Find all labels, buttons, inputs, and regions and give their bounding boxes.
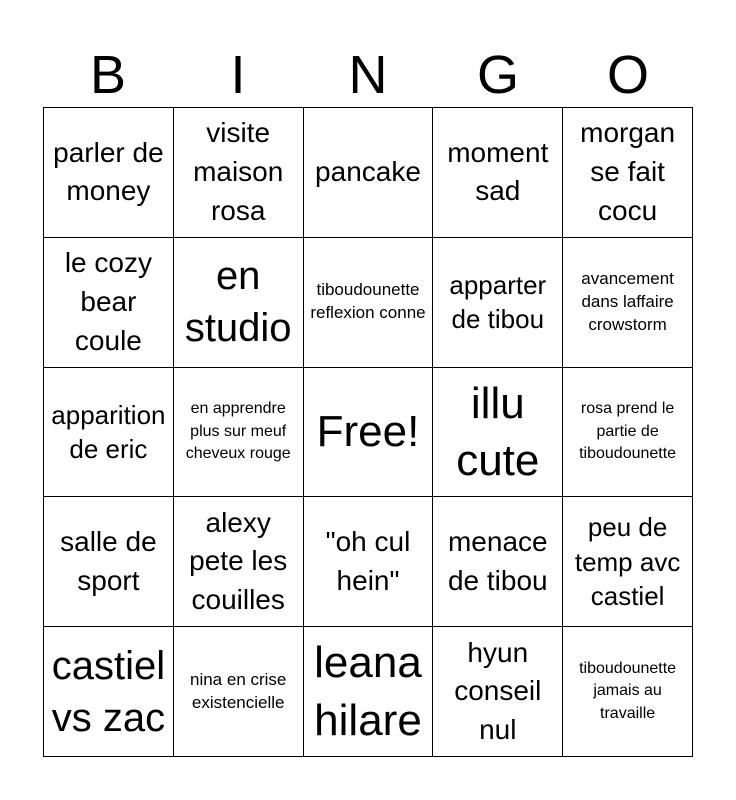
header-letter-b: B (89, 45, 127, 105)
bingo-cell[interactable]: leana hilare (304, 627, 434, 757)
free-space-cell[interactable]: Free! (304, 368, 434, 498)
header-letter-n: N (348, 45, 388, 105)
header-letter-g: G (476, 45, 519, 105)
bingo-cell[interactable]: visite maison rosa (174, 108, 304, 238)
bingo-cell[interactable]: avancement dans laffaire crowstorm (563, 238, 693, 368)
bingo-cell[interactable]: le cozy bear coule (44, 238, 174, 368)
bingo-cell[interactable]: en studio (174, 238, 304, 368)
bingo-cell[interactable]: apparition de eric (44, 368, 174, 498)
header-letter-i: I (230, 45, 246, 105)
bingo-cell[interactable]: parler de money (44, 108, 174, 238)
bingo-cell[interactable]: moment sad (433, 108, 563, 238)
bingo-cell[interactable]: tiboudounette jamais au travaille (563, 627, 693, 757)
bingo-cell[interactable]: hyun conseil nul (433, 627, 563, 757)
bingo-cell[interactable]: alexy pete les couilles (174, 497, 304, 627)
bingo-cell[interactable]: en apprendre plus sur meuf cheveux rouge (174, 368, 304, 498)
bingo-cell[interactable]: apparter de tibou (433, 238, 563, 368)
bingo-cell[interactable]: menace de tibou (433, 497, 563, 627)
bingo-cell[interactable]: salle de sport (44, 497, 174, 627)
bingo-grid (43, 107, 693, 757)
bingo-cell[interactable]: castiel vs zac (44, 627, 174, 757)
header-letter-o: O (606, 45, 649, 105)
bingo-cell[interactable]: morgan se fait cocu (563, 108, 693, 238)
bingo-cell[interactable]: illu cute (433, 368, 563, 498)
bingo-cell[interactable]: tiboudounette reflexion conne (304, 238, 434, 368)
bingo-cell[interactable]: peu de temp avc castiel (563, 497, 693, 627)
bingo-cell[interactable]: pancake (304, 108, 434, 238)
bingo-cell[interactable]: nina en crise existencielle (174, 627, 304, 757)
bingo-header (43, 44, 693, 106)
bingo-cell[interactable]: rosa prend le partie de tiboudounette (563, 368, 693, 498)
bingo-cell[interactable]: "oh cul hein" (304, 497, 434, 627)
